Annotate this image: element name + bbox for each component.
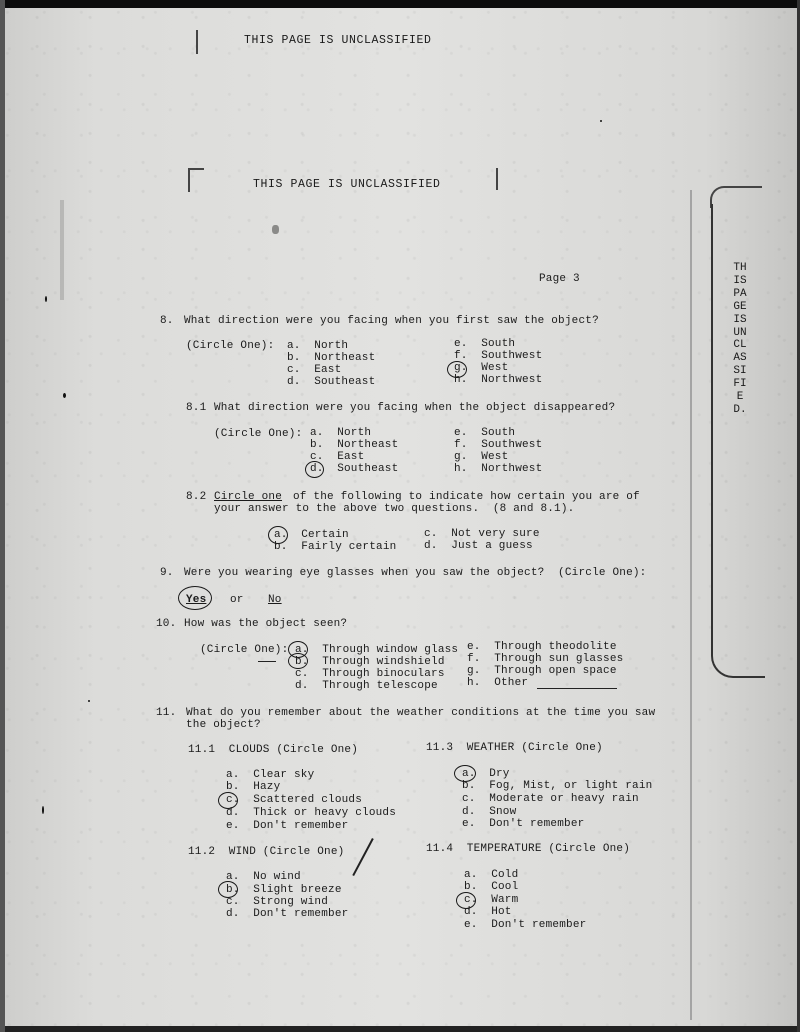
q8-2-option-d: d. Just a guess <box>424 540 533 552</box>
clouds-option-b: b. Hazy <box>226 781 281 793</box>
q8-2-option-b: b. Fairly certain <box>274 541 397 553</box>
q10-option-a: a. Through window glass <box>295 644 459 656</box>
q10-option-f: f. Through sun glasses <box>467 653 624 665</box>
q10-answer-circle-b <box>288 653 308 669</box>
q8-2-option-c: c. Not very sure <box>424 528 540 540</box>
temperature-option-d: d. Hot <box>464 906 512 918</box>
q8-2-answer-circle <box>268 526 288 544</box>
scan-speck <box>272 225 279 234</box>
q9-yes: Yes <box>186 594 207 606</box>
q8-option-h: h. Northwest <box>454 374 543 386</box>
weather-option-c: c. Moderate or heavy rain <box>462 793 639 805</box>
temperature-option-e: e. Don't remember <box>464 919 587 931</box>
wind-title: 11.2 WIND (Circle One) <box>188 846 345 858</box>
wind-option-b: b. Slight breeze <box>226 884 342 896</box>
clouds-title: 11.1 CLOUDS (Circle One) <box>188 744 359 756</box>
wind-option-a: a. No wind <box>226 871 301 883</box>
q9-answer-circle <box>178 586 212 610</box>
stamp-bracket-left-2 <box>188 168 204 192</box>
q8-1-number: 8.1 <box>186 402 207 414</box>
q9-text: Were you wearing eye glasses when you saw the object? (Circle One): <box>184 567 647 579</box>
wind-option-c: c. Strong wind <box>226 896 329 908</box>
temperature-option-a: a. Cold <box>464 869 519 881</box>
q10-pen-mark <box>258 661 276 662</box>
clouds-option-a: a. Clear sky <box>226 769 315 781</box>
q10-option-c: c. Through binoculars <box>295 668 445 680</box>
q8-1-answer-circle <box>305 461 324 478</box>
scan-speck <box>63 393 66 398</box>
q8-answer-circle <box>447 361 467 378</box>
scan-speck <box>600 120 602 122</box>
q10-text: How was the object seen? <box>184 618 348 630</box>
page-smudge <box>60 200 64 300</box>
q9-no: No <box>268 594 282 606</box>
pen-stroke-mark <box>352 838 373 876</box>
q8-2-text-line2: your answer to the above two questions. (8 and 8.1). <box>214 503 575 515</box>
q8-1-option-g: g. West <box>454 451 509 463</box>
stamp-bracket-left <box>196 30 208 54</box>
scan-speck <box>88 700 90 702</box>
q10-option-b: b. Through windshield <box>295 656 445 668</box>
q10-other-blank-line <box>537 688 617 689</box>
unclassified-stamp-top: THIS PAGE IS UNCLASSIFIED <box>244 34 432 47</box>
wind-option-d: d. Don't remember <box>226 908 349 920</box>
side-stamp-frame-top <box>710 186 762 208</box>
q8-1-option-a: a. North <box>310 427 372 439</box>
q8-number: 8. <box>160 315 174 327</box>
q8-text: What direction were you facing when you first saw the object? <box>184 315 599 327</box>
unclassified-stamp-vertical: THIS PAGE IS UNCLASSIFIED. <box>733 262 754 416</box>
q8-1-option-b: b. Northeast <box>310 439 399 451</box>
q8-1-option-d: d. Southeast <box>310 463 399 475</box>
weather-answer-circle <box>454 765 476 782</box>
side-stamp-frame-line <box>711 204 713 644</box>
q9-or: or <box>230 594 244 606</box>
q10-option-g: g. Through open space <box>467 665 617 677</box>
q10-option-e: e. Through theodolite <box>467 641 617 653</box>
q8-1-option-h: h. Northwest <box>454 463 543 475</box>
q8-option-g: g. West <box>454 362 509 374</box>
stamp-bracket-right-2 <box>486 168 498 190</box>
clouds-option-c: c. Scattered clouds <box>226 794 363 806</box>
scan-speck <box>42 806 44 814</box>
weather-title: 11.3 WEATHER (Circle One) <box>426 742 603 754</box>
scan-speck <box>45 296 47 302</box>
clouds-option-d: d. Thick or heavy clouds <box>226 807 397 819</box>
clouds-answer-circle <box>218 792 238 809</box>
temperature-title: 11.4 TEMPERATURE (Circle One) <box>426 843 631 855</box>
wind-answer-circle <box>218 881 238 898</box>
q10-instruction: (Circle One): <box>200 644 289 656</box>
clouds-option-e: e. Don't remember <box>226 820 349 832</box>
q8-2-circle-one: Circle one <box>214 491 283 503</box>
temperature-option-b: b. Cool <box>464 881 519 893</box>
unclassified-stamp-second: THIS PAGE IS UNCLASSIFIED <box>253 178 441 191</box>
q8-2-text-line1: of the following to indicate how certain you are of <box>293 491 640 503</box>
weather-option-b: b. Fog, Mist, or light rain <box>462 780 653 792</box>
q8-1-option-f: f. Southwest <box>454 439 543 451</box>
q10-number: 10. <box>156 618 177 630</box>
q8-option-b: b. Northeast <box>287 352 376 364</box>
q8-1-text: What direction were you facing when the object disappeared? <box>214 402 616 414</box>
page-crease <box>690 190 692 1020</box>
temperature-answer-circle <box>456 892 476 909</box>
q8-option-e: e. South <box>454 338 516 350</box>
q8-1-option-e: e. South <box>454 427 516 439</box>
scan-top-border <box>0 0 800 8</box>
q8-1-option-c: c. East <box>310 451 365 463</box>
side-stamp-frame-curve <box>711 640 765 678</box>
q11-number: 11. <box>156 707 177 719</box>
q8-option-c: c. East <box>287 364 342 376</box>
q8-option-f: f. Southwest <box>454 350 543 362</box>
q8-2-number: 8.2 <box>186 491 207 503</box>
weather-option-a: a. Dry <box>462 768 510 780</box>
q8-1-instruction: (Circle One): <box>214 428 303 440</box>
q8-option-a: a. North <box>287 340 349 352</box>
q8-instruction: (Circle One): <box>186 340 275 352</box>
q9-number: 9. <box>160 567 174 579</box>
q8-2-option-a: a. Certain <box>274 529 349 541</box>
q11-text-line2: the object? <box>186 719 261 731</box>
weather-option-e: e. Don't remember <box>462 818 585 830</box>
scan-bottom-border <box>0 1026 800 1032</box>
q11-text-line1: What do you remember about the weather conditions at the time you saw <box>186 707 656 719</box>
scan-left-edge <box>0 0 5 1032</box>
q8-option-d: d. Southeast <box>287 376 376 388</box>
q10-option-h: h. Other <box>467 677 529 689</box>
page-number: Page 3 <box>539 273 580 285</box>
temperature-option-c: c. Warm <box>464 894 519 906</box>
weather-option-d: d. Snow <box>462 806 517 818</box>
q10-option-d: d. Through telescope <box>295 680 438 692</box>
